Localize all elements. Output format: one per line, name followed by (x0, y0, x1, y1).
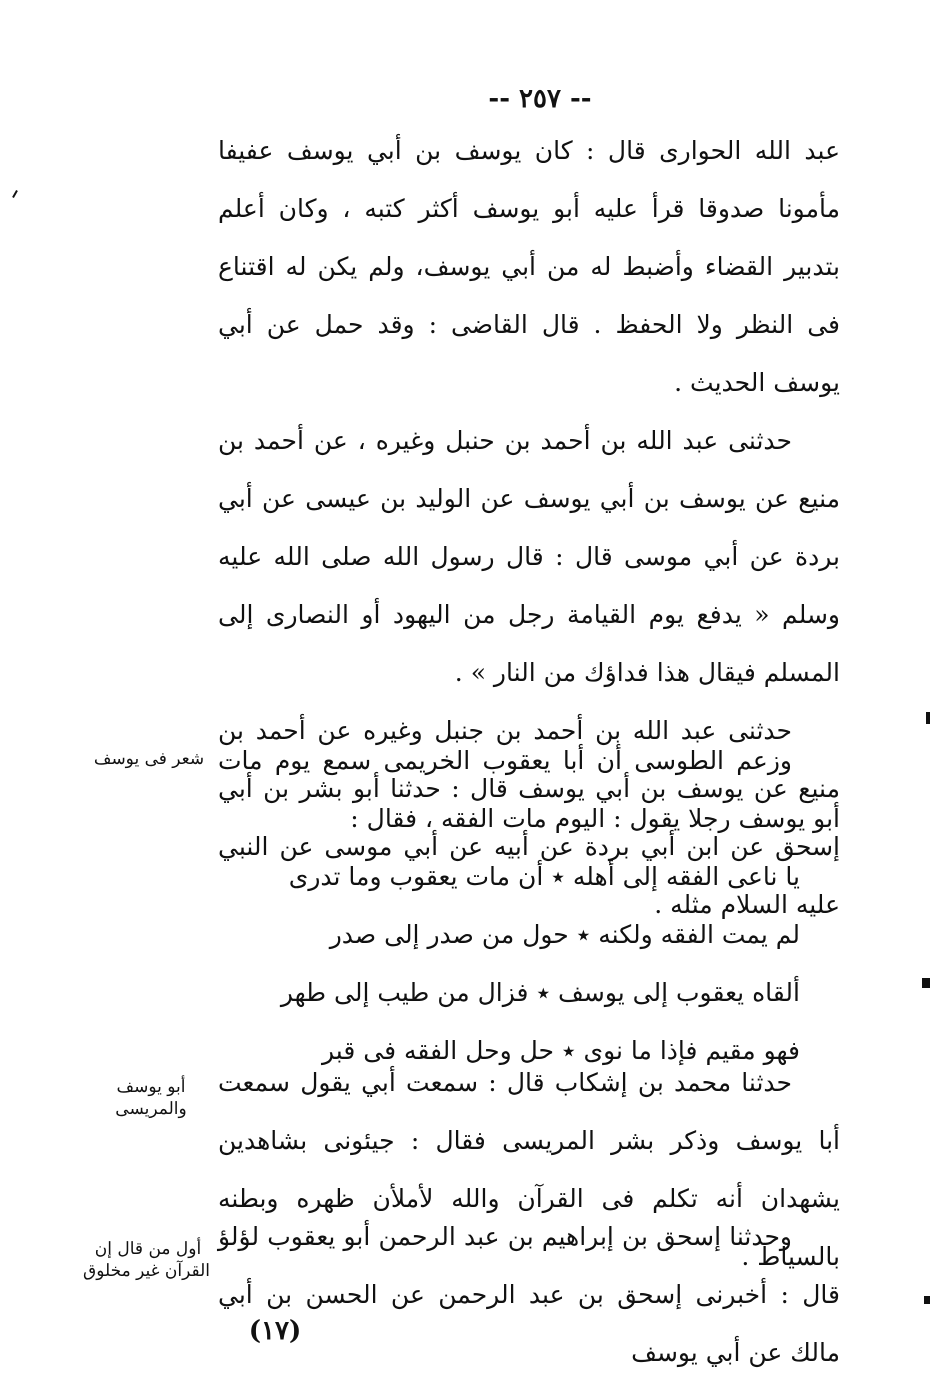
section-2 (218, 732, 840, 848)
margin-note-mirisi-line2: والمريسى (115, 1099, 187, 1119)
poem-verse-3: ألقاه يعقوب إلى يوسف ٭ فزال من طيب إلى طهر (280, 978, 800, 1007)
margin-note-poetry (84, 748, 214, 770)
margin-note-mirisi (96, 1076, 206, 1120)
margin-note-poetry-text: شعر فى يوسف (93, 749, 205, 769)
poem-verse-4: فهو مقيم فإذا ما نوى ٭ حل وحل الفقه فى قبر (322, 1036, 800, 1065)
scan-speck (924, 1296, 930, 1304)
paragraph-2: حدثنى عبد الله بن أحمد بن حنبل وغيره ، عن أحمد بن منيع عن يوسف بن أبي يوسف عن الوليد بن عيسى عن أبي بردة عن أبي موسى قال : قال رسول الله صلى الله عليه وسلم « يدفع يوم القيامة رجل من اليهود أو النصارى إلى المسلم فيقال هذا فداؤك من النار » . (218, 426, 840, 687)
poem-verse-2: لم يمت الفقه ولكنه ٭ حول من صدر إلى صدر (329, 920, 800, 949)
margin-note-quran (83, 1238, 210, 1282)
margin-note-quran-line2: القرآن غير مخلوق (83, 1261, 210, 1281)
poem (270, 848, 800, 1080)
scan-speck (12, 190, 18, 198)
poem-verse-1: يا ناعى الفقه إلى أهله ٭ أن مات يعقوب وما تدرى (288, 862, 800, 891)
page-number: -- ٢٥٧ -- (488, 84, 592, 114)
section-4 (218, 1208, 840, 1382)
paragraph-6: وحدثنا إسحق بن إبراهيم بن عبد الرحمن أبو يعقوب لؤلؤ قال : أخبرنى إسحق بن عبد الرحمن عن الحسن بن أبي مالك عن أبي يوسف (218, 1222, 840, 1367)
scan-speck (926, 712, 930, 724)
scan-speck (922, 978, 930, 988)
signature-mark: (١٧) (248, 1316, 302, 1346)
paragraph-4: وزعم الطوسى أن أبا يعقوب الخريمى سمع يوم مات أبو يوسف رجلا يقول : اليوم مات الفقه ، فقال : (218, 746, 840, 833)
margin-note-quran-line1: أول من قال إن (94, 1239, 202, 1259)
margin-note-mirisi-line1: أبو يوسف (116, 1077, 186, 1097)
paragraph-3: حدثنى عبد الله بن أحمد بن جنبل وغيره عن أحمد بن منيع عن يوسف بن أبي يوسف قال : حدثنا أبو بشر بن أبي إسحق عن ابن أبي بردة عن أبيه عن أبي موسى عن النبي عليه السلام مثله . (218, 716, 840, 919)
paragraph-1: عبد الله الحوارى قال : كان يوسف بن أبي يوسف عفيفا مأمونا صدوقا قرأ عليه أبو يوسف أكثر كتبه ، وكان أعلم بتدبير القضاء وأضبط له من أبي يوسف، ولم يكن له اقتناع فى النظر ولا الحفظ . قال القاضى : وقد حمل عن أبي يوسف الحديث . (218, 136, 840, 397)
paragraph-5: حدثنا محمد بن إشكاب قال : سمعت أبي يقول سمعت أبا يوسف وذكر بشر المريسى فقال : جيئونى بشاهدين يشهدان أنه تكلم فى القرآن والله لأملأن ظهره وبطنه بالسياط . (218, 1068, 840, 1271)
